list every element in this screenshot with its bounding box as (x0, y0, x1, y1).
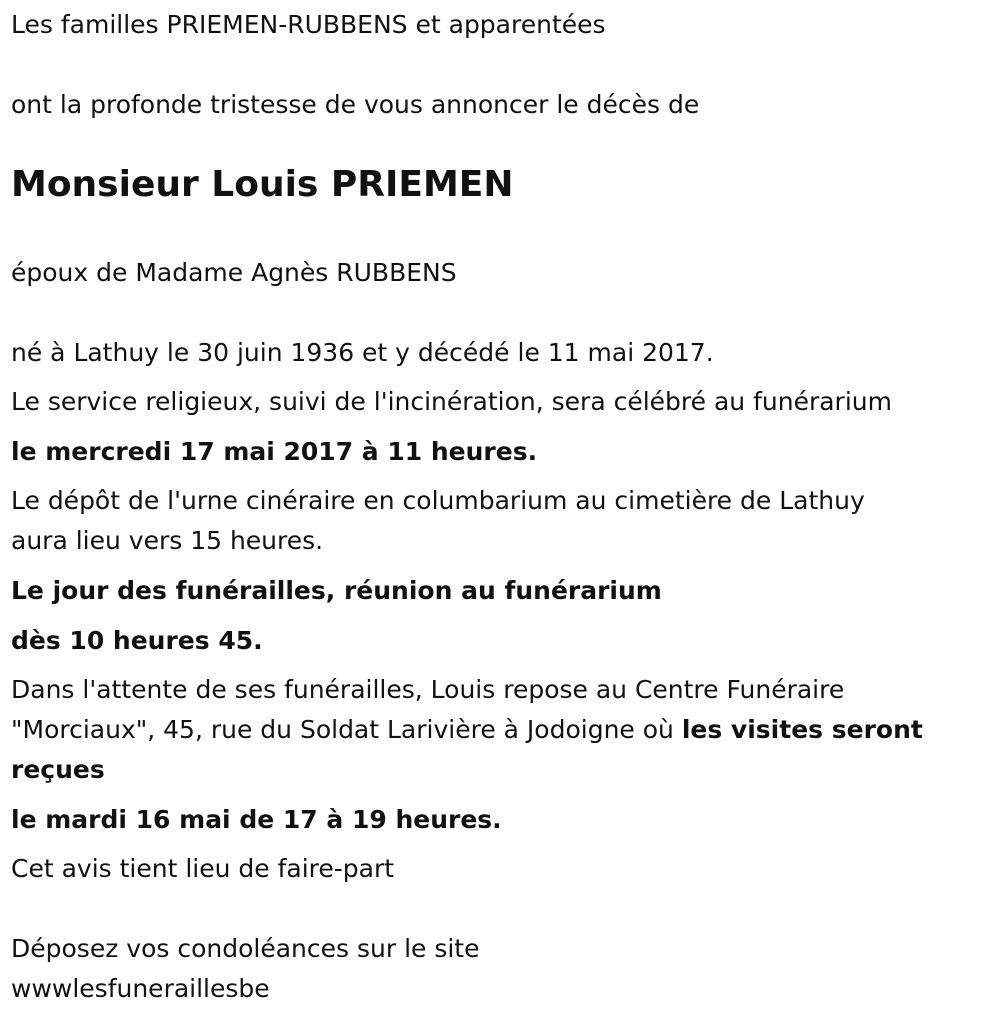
website-text: wwwlesfuneraillesbe (11, 974, 270, 1003)
service-text: Le service religieux, suivi de l'incinération, sera célébré au funérarium (11, 387, 892, 416)
condolences-text: Déposez vos condoléances sur le site (11, 934, 480, 963)
urn-text-line-1: Le dépôt de l'urne cinéraire en columbarium au cimetière de Lathuy (11, 486, 865, 515)
spouse-text: époux de Madame Agnès RUBBENS (11, 258, 457, 287)
urn-text-line-2: aura lieu vers 15 heures. (11, 526, 324, 555)
meeting-time: dès 10 heures 45. (11, 626, 263, 655)
rest-text-line-1: Dans l'attente de ses funérailles, Louis repose au Centre Funéraire (11, 675, 845, 704)
rest-text-line-2-regular: "Morciaux", 45, rue du Soldat Larivière à Jodoigne où (11, 715, 682, 744)
announce-text: ont la profonde tristesse de vous annoncer le décès de (11, 90, 700, 119)
birth-death-text: né à Lathuy le 30 juin 1936 et y décédé le 11 mai 2017. (11, 338, 714, 367)
rest-text-line-3: reçues (11, 755, 105, 784)
visit-date: le mardi 16 mai de 17 à 19 heures. (11, 805, 502, 834)
service-date: le mercredi 17 mai 2017 à 11 heures. (11, 437, 538, 466)
rest-text-line-2 (11, 710, 923, 750)
rest-text-line-2-bold: les visites seront (681, 715, 923, 744)
meeting-text: Le jour des funérailles, réunion au funérarium (11, 576, 662, 605)
intro-text: Les familles PRIEMEN-RUBBENS et apparentées (11, 10, 606, 39)
faire-part-text: Cet avis tient lieu de faire-part (11, 854, 395, 883)
deceased-name: Monsieur Louis PRIEMEN (11, 164, 514, 205)
